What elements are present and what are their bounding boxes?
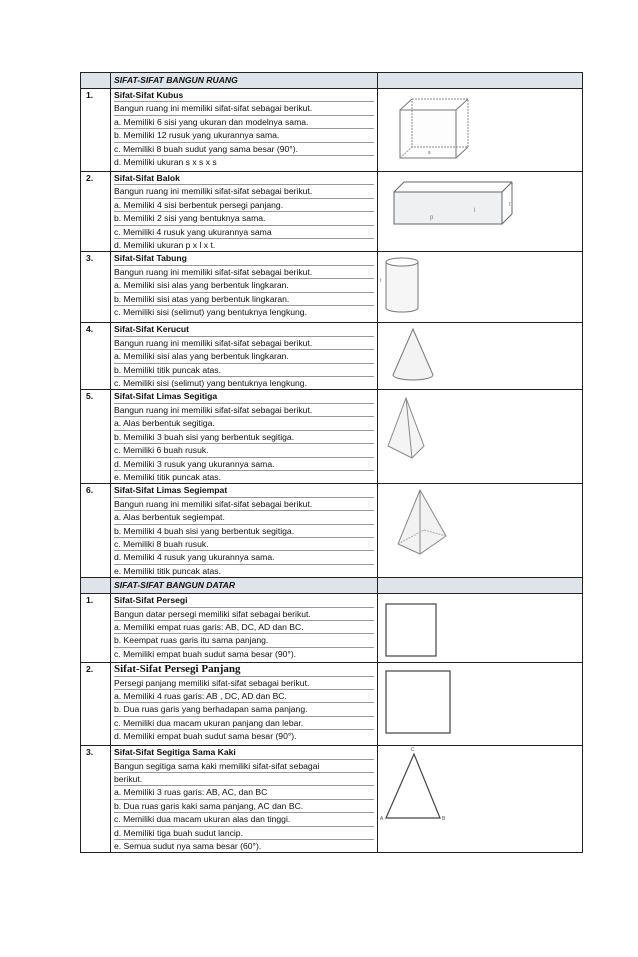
property-line: Persegi panjang memiliki sifat-sifat sebagai berikut. [114, 676, 374, 689]
row-number: 1. [81, 594, 111, 663]
property-line: c. Memiliki 8 buah sudut yang sama besar (90°). [114, 142, 374, 155]
triangle-label-c: C [411, 747, 415, 754]
shape-title: Sifat-Sifat Balok [114, 173, 180, 183]
property-line: a. Memiliki 3 ruas garis: AB, AC, dan BC [114, 785, 374, 798]
property-line: Bangun ruang ini memiliki sifat-sifat sebagai berikut. [114, 403, 374, 416]
shape-row [81, 252, 583, 323]
row-number: 3. [81, 746, 111, 853]
shape-figure [378, 323, 583, 390]
cuboid-label-t: t [509, 202, 511, 208]
shape-row [81, 172, 583, 252]
property-line: berikut. [114, 772, 374, 785]
section-heading: SIFAT-SIFAT BANGUN DATAR [111, 578, 378, 594]
property-line: d. Memiliki 3 rusuk yang ukurannya sama. [114, 457, 374, 470]
shape-title: Sifat-Sifat Persegi Panjang [114, 663, 241, 676]
shape-row [81, 594, 583, 663]
shape-figure [378, 663, 583, 746]
property-line: c. Memiliki sisi (selimut) yang bentuknya lengkung. [114, 305, 374, 318]
shape-figure [378, 746, 583, 853]
property-line: d. Memiliki empat buah sudut sama besar (90°). [114, 729, 374, 742]
shape-drawing [378, 663, 582, 745]
triangle-label-a: A [380, 816, 384, 823]
shape-title: Sifat-Sifat Tabung [114, 253, 187, 264]
shape-title: Sifat-Sifat Kubus [114, 90, 184, 100]
property-line: c. Memiliki 6 buah rusuk. [114, 443, 374, 456]
property-line: e. Semua sudut nya sama besar (60°). [114, 839, 374, 852]
row-number: 5. [81, 390, 111, 484]
shape-drawing [378, 484, 582, 570]
triangle-label-b: B [442, 816, 446, 823]
shape-row [81, 746, 583, 853]
shape-title: Sifat-Sifat Limas Segitiga [114, 391, 218, 402]
shape-row [81, 663, 583, 746]
properties-table [80, 72, 583, 853]
property-line: d. Memiliki ukuran s x s x s [114, 155, 374, 168]
shape-drawing [378, 746, 582, 842]
property-line: e. Memiliki titik puncak atas. [114, 470, 374, 483]
property-line: c. Memiliki 8 buah rusuk. [114, 537, 374, 550]
property-line: Bangun ruang ini memiliki sifat-sifat sebagai berikut. [114, 265, 374, 278]
property-line: a. Memiliki 4 sisi berbentuk persegi panjang. [114, 198, 374, 211]
property-line: b. Memiliki 4 buah sisi yang berbentuk segitiga. [114, 524, 374, 537]
shape-figure [378, 594, 583, 663]
property-line: Bangun ruang ini memiliki sifat-sifat sebagai berikut. [114, 101, 374, 114]
shape-drawing [378, 594, 582, 662]
cylinder-label-t: t [380, 278, 382, 285]
row-number: 2. [81, 172, 111, 252]
property-line: e. Memiliki titik puncak atas. [114, 564, 374, 577]
property-line: Bangun ruang ini memiliki sifat-sifat sebagai berikut. [114, 336, 374, 349]
property-line: b. Memiliki titik puncak atas. [114, 363, 374, 376]
property-line: Bangun segitiga sama kaki memiliki sifat-sifat sebagai [114, 759, 374, 772]
property-line: Bangun ruang ini memiliki sifat-sifat sebagai berikut. [114, 497, 374, 510]
property-line: c. Memiliki 4 rusuk yang ukurannya sama [114, 225, 374, 238]
property-line: d. Memiliki 4 rusuk yang ukurannya sama. [114, 550, 374, 563]
row-number: 6. [81, 484, 111, 578]
property-line: a. Memiliki empat ruas garis: AB, DC, AD dan BC. [114, 620, 374, 633]
property-line: b. Dua ruas garis yang berhadapan sama panjang. [114, 702, 374, 715]
property-line: a. Memiliki sisi alas yang berbentuk lingkaran. [114, 349, 374, 362]
shape-title: Sifat-Sifat Kerucut [114, 324, 189, 335]
property-line: a. Memiliki sisi alas yang berbentuk lingkaran. [114, 278, 374, 291]
property-line: d. Memiliki ukuran p x l x t. [114, 238, 374, 251]
shape-drawing [378, 89, 582, 171]
property-line: Bangun ruang ini memiliki sifat-sifat sebagai berikut. [114, 184, 374, 197]
property-line: b. Keempat ruas garis itu sama panjang. [114, 633, 374, 646]
cuboid-label-p: p [430, 215, 434, 221]
property-line: c. Memiliki dua macam ukuran alas dan tinggi. [114, 812, 374, 825]
property-line: c. Memiliki dua macam ukuran panjang dan lebar. [114, 716, 374, 729]
shape-drawing [378, 252, 582, 322]
property-line: d. Memiliki tiga buah sudut lancip. [114, 826, 374, 839]
shape-title: Sifat-Sifat Segitiga Sama Kaki [114, 747, 236, 758]
shape-title: Sifat-Sifat Limas Segiempat [114, 485, 228, 496]
property-line: Bangun datar persegi memiliki sifat sebagai berikut. [114, 607, 374, 620]
shape-figure [378, 484, 583, 578]
row-number: 2. [81, 663, 111, 746]
property-line: c. Memiliki empat buah sudut sama besar (90°). [114, 647, 374, 660]
property-line: a. Alas berbentuk segitiga. [114, 416, 374, 429]
row-number: 1. [81, 89, 111, 172]
property-line: b. Memiliki 2 sisi yang bentuknya sama. [114, 211, 374, 224]
shape-drawing [378, 390, 582, 476]
shape-title: Sifat-Sifat Persegi [114, 595, 188, 606]
shape-row [81, 323, 583, 390]
shape-drawing [378, 323, 582, 386]
property-line: c. Memiliki sisi (selimut) yang bentuknya lengkung. [114, 376, 374, 389]
section-heading-row [81, 578, 583, 594]
property-line: b. Memiliki 3 buah sisi yang berbentuk segitiga. [114, 430, 374, 443]
shape-figure [378, 252, 583, 323]
section-heading: SIFAT-SIFAT BANGUN RUANG [111, 73, 378, 89]
shape-row [81, 390, 583, 484]
property-line: a. Alas berbentuk segiempat. [114, 510, 374, 523]
property-line: b. Memiliki sisi atas yang berbentuk lingkaran. [114, 292, 374, 305]
row-number: 3. [81, 252, 111, 323]
shape-figure [378, 172, 583, 252]
section-heading-row [81, 73, 583, 89]
property-line: b. Memiliki 12 rusuk yang ukurannya sama. [114, 128, 374, 141]
shape-drawing [378, 172, 582, 248]
shape-figure [378, 390, 583, 484]
shape-row [81, 484, 583, 578]
cube-label-s: s [428, 150, 431, 156]
property-line: a. Memiliki 6 sisi yang ukuran dan modelnya sama. [114, 115, 374, 128]
row-number: 4. [81, 323, 111, 390]
cuboid-label-l: l [474, 208, 476, 214]
shape-row [81, 89, 583, 172]
property-line: a. Memiliki 4 ruas garis: AB , DC, AD dan BC. [114, 689, 374, 702]
shape-figure [378, 89, 583, 172]
property-line: b. Dua ruas garis kaki sama panjang, AC dan BC. [114, 799, 374, 812]
